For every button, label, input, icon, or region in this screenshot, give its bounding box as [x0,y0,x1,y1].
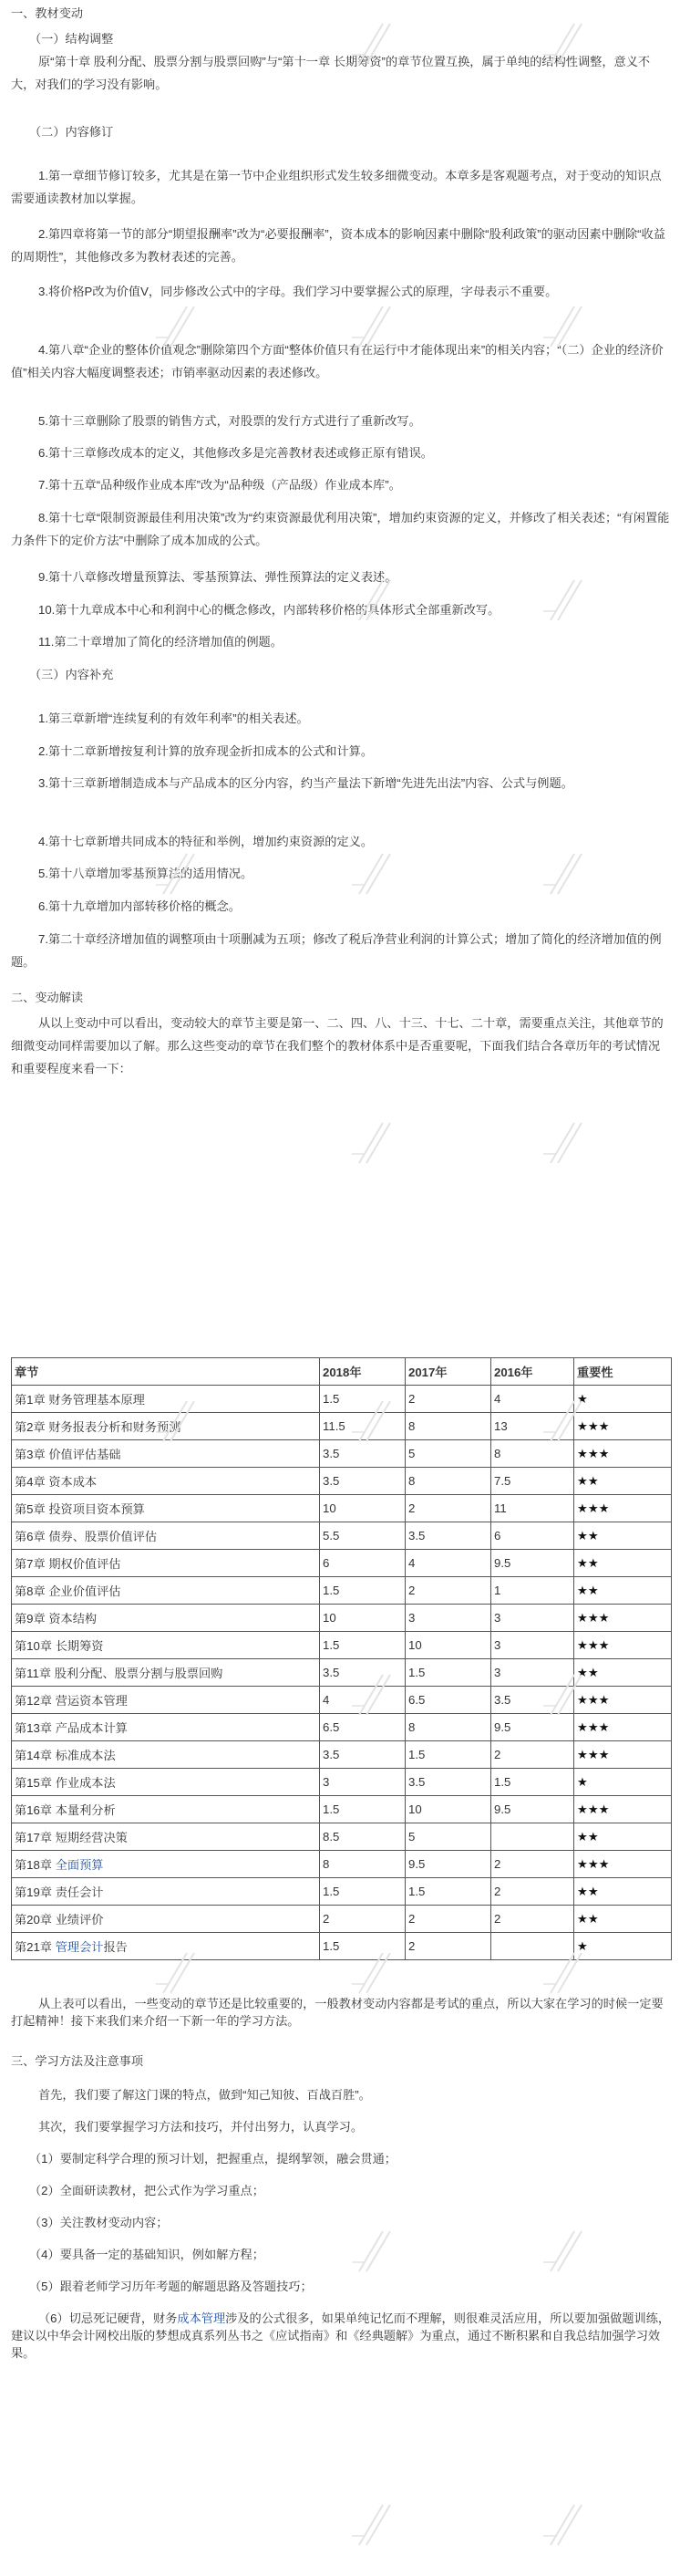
table-row [12,1386,672,1413]
cell-2016: 9.5 [491,1550,574,1577]
cell-importance: ★★★ [574,1741,672,1769]
cell-importance: ★ [574,1386,672,1413]
revision-item: 5.第十三章删除了股票的销售方式，对股票的发行方式进行了重新改写。 [38,414,421,428]
cell-2016: 7.5 [491,1468,574,1495]
supplement-item: 5.第十八章增加零基预算法的适用情况。 [38,867,253,880]
chapter-name: 第2章 财务报表分析和财务预测 [15,1420,181,1434]
supplement-item: 7.第二十章经济增加值的调整项由十项删减为五项；修改了税后净营业利润的计算公式；增加了简化的经济增加值的例题。 [11,932,662,969]
cell-2017: 1.5 [406,1741,491,1769]
cell-2018: 5.5 [320,1522,406,1550]
chapter-name: 第9章 资本结构 [15,1612,98,1626]
subsection-structure: （一）结构调整 [29,32,114,46]
cell-importance: ★★ [574,1468,672,1495]
supplement-item: 1.第三章新增“连续复利的有效年利率”的相关表述。 [38,712,309,725]
cell-chapter [12,1440,320,1468]
section-title-interpretation: 二、变动解读 [11,991,84,1004]
cell-2016: 2 [491,1741,574,1769]
cell-2017: 3.5 [406,1769,491,1796]
cell-2017: 3.5 [406,1522,491,1550]
header-2017: 2017年 [406,1358,491,1386]
cell-chapter [12,1550,320,1577]
cell-chapter [12,1659,320,1687]
table-row [12,1769,672,1796]
supplement-item: 3.第十三章新增制造成本与产品成本的区分内容，约当产量法下新增“先进先出法”内容、公式与例题。 [38,776,573,790]
slash-watermark-icon [538,1117,592,1169]
cell-2018: 1.5 [320,1933,406,1960]
method-item: （2）全面研读教材，把公式作为学习重点； [29,2184,264,2198]
chapter-name: 第17章 短期经营决策 [15,1831,128,1844]
supplement-item: 6.第十九章增加内部转移价格的概念。 [38,899,241,913]
cell-2018: 6 [320,1550,406,1577]
cell-2017: 4 [406,1550,491,1577]
cell-2018: 4 [320,1687,406,1714]
cost-management-link[interactable]: 成本管理 [177,2311,226,2326]
cell-chapter [12,1386,320,1413]
cell-importance: ★★ [574,1878,672,1906]
method-item: （5）跟着老师学习历年考题的解题思路及答题技巧； [29,2280,313,2294]
cell-chapter [12,1632,320,1659]
table-row [12,1906,672,1933]
revision-item: 10.第十九章成本中心和利润中心的概念修改，内部转移价格的具体形式全部重新改写。 [38,603,500,617]
cell-2018: 1.5 [320,1632,406,1659]
chapter-name: 第4章 资本成本 [15,1475,98,1489]
method-item-6 [11,2309,671,2361]
chapter-name: 第7章 期权价值评估 [15,1557,121,1571]
cell-2017: 2 [406,1386,491,1413]
cell-2018: 1.5 [320,1796,406,1823]
revision-item: 8.第十七章“限制资源最佳利用决策”改为“约束资源最优利用决策”，增加约束资源的定义，并修改了相关表述；“有闲置能力条件下的定价方法”中删除了成本加成的公式。 [11,511,670,547]
chapter-name: 第19章 责任会计 [15,1885,104,1899]
table-row [12,1550,672,1577]
cell-2017: 3 [406,1605,491,1632]
cell-2017: 9.5 [406,1851,491,1878]
chapter-name: 第15章 作业成本法 [15,1776,116,1790]
cell-2016: 3 [491,1632,574,1659]
header-2018: 2018年 [320,1358,406,1386]
cell-2017: 2 [406,1933,491,1960]
cell-importance: ★★★ [574,1796,672,1823]
paragraph-interpretation: 从以上变动中可以看出，变动较大的章节主要是第一、二、四、八、十三、十七、二十章，需要重点关注，其他章节的细微变动同样需要加以了解。那么这些变动的章节在我们整个的教材体系中是否重要呢，下面我们结合各章历年的考试情况和重要程度来看一下： [11,1016,664,1075]
cell-chapter [12,1796,320,1823]
table-row [12,1577,672,1605]
cell-chapter [12,1495,320,1522]
chapter-name: 第10章 长期筹资 [15,1639,104,1653]
paragraph-after-table: 从上表可以看出，一些变动的章节还是比较重要的，一般教材变动内容都是考试的重点，所以大家在学习的时候一定要打起精神！接下来我们来介绍一下新一年的学习方法。 [11,1997,664,2029]
cell-2018: 3.5 [320,1440,406,1468]
cell-2017: 5 [406,1440,491,1468]
cell-2017: 6.5 [406,1687,491,1714]
paragraph-method-second: 其次，我们要掌握学习方法和技巧，并付出努力，认真学习。 [38,2120,364,2135]
cell-2018: 3.5 [320,1741,406,1769]
cell-2017: 5 [406,1823,491,1851]
cell-importance: ★★★ [574,1687,672,1714]
revision-item: 2.第四章将第一节的部分“期望报酬率”改为“必要报酬率”，资本成本的影响因素中删除“股利政策”的驱动因素中删除“收益的周期性”，其他修改多为教材表述的完善。 [11,227,665,264]
cell-2016: 13 [491,1413,574,1440]
cell-2016 [491,1933,574,1960]
cell-2016: 3.5 [491,1687,574,1714]
cell-chapter [12,1823,320,1851]
cell-2018: 3 [320,1769,406,1796]
cell-2018: 8 [320,1851,406,1878]
header-chapter: 章节 [12,1358,320,1386]
chapter-name: 第3章 价值评估基础 [15,1448,121,1461]
table-row [12,1823,672,1851]
cell-2016: 3 [491,1659,574,1687]
cell-chapter [12,1413,320,1440]
cell-importance: ★★★ [574,1851,672,1878]
cell-importance: ★★★ [574,1605,672,1632]
exam-score-table [11,1357,672,1960]
cell-2016: 2 [491,1878,574,1906]
cell-2016: 3 [491,1605,574,1632]
cell-2016: 4 [491,1386,574,1413]
method-item: （1）要制定科学合理的预习计划，把握重点，提纲挈领，融会贯通； [29,2152,397,2166]
revision-item: 1.第一章细节修订较多，尤其是在第一节中企业组织形式发生较多细微变动。本章多是客观题考点，对于变动的知识点需要通读教材加以掌握。 [11,169,662,205]
slash-watermark-icon [346,1117,401,1169]
cell-2016 [491,1823,574,1851]
cell-chapter [12,1851,320,1878]
chapter-name: 第11章 股利分配、股票分割与股票回购 [15,1667,223,1680]
cell-2016: 2 [491,1851,574,1878]
cell-2017: 8 [406,1468,491,1495]
cell-importance: ★★★ [574,1413,672,1440]
cell-2018: 10 [320,1495,406,1522]
cell-chapter [12,1522,320,1550]
supplement-item: 2.第十二章新增按复利计算的放弃现金折扣成本的公式和计算。 [38,744,374,758]
cell-2018: 10 [320,1605,406,1632]
cell-2018: 3.5 [320,1659,406,1687]
chapter-link[interactable]: 全面预算 [55,1858,104,1872]
section-title-methods: 三、学习方法及注意事项 [11,2054,144,2069]
cell-2016: 6 [491,1522,574,1550]
cell-chapter [12,1741,320,1769]
chapter-name: 第18章 [15,1858,56,1872]
cell-2018: 1.5 [320,1878,406,1906]
cell-chapter [12,1906,320,1933]
table-row [12,1659,672,1687]
cell-2017: 1.5 [406,1659,491,1687]
cell-2018: 1.5 [320,1577,406,1605]
cell-chapter [12,1605,320,1632]
chapter-name: 第16章 本量利分析 [15,1803,116,1817]
chapter-name-tail: 报告 [103,1940,128,1954]
header-2016: 2016年 [491,1358,574,1386]
revision-item: 3.将价格P改为价值V，同步修改公式中的字母。我们学习中要掌握公式的原理，字母表示不重要。 [38,285,558,298]
revision-item: 6.第十三章修改成本的定义，其他修改多是完善教材表述或修正原有错误。 [38,446,433,460]
revision-item: 7.第十五章“品种级作业成本库”改为“品种级（产品级）作业成本库”。 [38,478,401,492]
method-6-text: （6）切忌死记硬背，财务 [38,2311,178,2326]
header-importance: 重要性 [574,1358,672,1386]
subsection-supplements: （三）内容补充 [29,668,114,681]
chapter-name: 第14章 标准成本法 [15,1749,116,1762]
chapter-name: 第5章 投资项目资本预算 [15,1502,145,1516]
chapter-name: 第13章 产品成本计算 [15,1721,128,1735]
cell-importance: ★★★ [574,1714,672,1741]
cell-2017: 8 [406,1413,491,1440]
table-row [12,1632,672,1659]
cell-chapter [12,1687,320,1714]
table-header-row [12,1358,672,1386]
cell-importance: ★★ [574,1577,672,1605]
cell-2017: 2 [406,1495,491,1522]
cell-importance: ★★ [574,1659,672,1687]
cell-chapter [12,1714,320,1741]
table-row [12,1741,672,1769]
supplement-item: 4.第十七章新增共同成本的特征和举例，增加约束资源的定义。 [38,835,374,848]
cell-importance: ★ [574,1769,672,1796]
slash-watermark-icon [538,2499,592,2550]
cell-chapter [12,1878,320,1906]
revision-item: 4.第八章“企业的整体价值观念”删除第四个方面“整体价值只有在运行中才能体现出来”的相关内容；“（二）企业的经济价值”相关内容大幅度调整表述；市销率驱动因素的表述修改。 [11,343,664,379]
chapter-name: 第21章 [15,1940,56,1954]
cell-2018: 1.5 [320,1386,406,1413]
table-row [12,1468,672,1495]
table-row [12,1851,672,1878]
cell-importance: ★★★ [574,1632,672,1659]
cell-importance: ★★★ [574,1440,672,1468]
cell-2016: 1 [491,1577,574,1605]
cell-2016: 9.5 [491,1796,574,1823]
cell-2016: 1.5 [491,1769,574,1796]
cell-importance: ★★ [574,1906,672,1933]
cell-importance: ★★ [574,1550,672,1577]
cell-2016: 8 [491,1440,574,1468]
chapter-name: 第8章 企业价值评估 [15,1584,121,1598]
chapter-name: 第1章 财务管理基本原理 [15,1393,145,1407]
cell-2017: 2 [406,1577,491,1605]
table-row [12,1878,672,1906]
method-item: （3）关注教材变动内容； [29,2216,169,2230]
cell-chapter [12,1577,320,1605]
paragraph-method-intro: 首先，我们要了解这门课的特点，做到“知己知彼、百战百胜”。 [38,2088,371,2103]
chapter-name: 第6章 债券、股票价值评估 [15,1530,158,1543]
table-row [12,1687,672,1714]
cell-importance: ★★★ [574,1495,672,1522]
table-row [12,1413,672,1440]
revision-item: 9.第十八章修改增量预算法、零基预算法、弹性预算法的定义表述。 [38,570,397,584]
cell-2016: 9.5 [491,1714,574,1741]
method-6-text-tail: 涉及的公式很多，如果单纯记忆而不理解，则很难灵活应用，所以要加强做题训练，建议以中华会计网校出版的梦想成真系列丛书之《应试指南》和《经典题解》为重点，通过不断积累和自我总结加强学习效果。 [11,2311,671,2361]
chapter-name: 第20章 业绩评价 [15,1913,104,1927]
cell-chapter [12,1769,320,1796]
cell-2018: 2 [320,1906,406,1933]
table-row [12,1605,672,1632]
cell-2016: 11 [491,1495,574,1522]
cell-2018: 8.5 [320,1823,406,1851]
table-row [12,1522,672,1550]
cell-2017: 2 [406,1906,491,1933]
table-row [12,1495,672,1522]
cell-importance: ★ [574,1933,672,1960]
table-row [12,1796,672,1823]
table-row [12,1714,672,1741]
method-item: （4）要具备一定的基础知识，例如解方程； [29,2248,264,2262]
table-row [12,1933,672,1960]
cell-2018: 6.5 [320,1714,406,1741]
cell-2016: 2 [491,1906,574,1933]
table-row [12,1440,672,1468]
chapter-link[interactable]: 管理会计 [55,1940,104,1954]
cell-2017: 8 [406,1714,491,1741]
cell-2017: 10 [406,1632,491,1659]
cell-chapter [12,1933,320,1960]
slash-watermark-icon [346,2499,401,2550]
cell-importance: ★★ [574,1823,672,1851]
paragraph-structure: 原“第十章 股利分配、股票分割与股票回购”与“第十一章 长期筹资”的章节位置互换，属于单纯的结构性调整，意义不大，对我们的学习没有影响。 [11,55,651,91]
cell-2017: 10 [406,1796,491,1823]
cell-2018: 11.5 [320,1413,406,1440]
cell-chapter [12,1468,320,1495]
cell-2017: 1.5 [406,1878,491,1906]
cell-2018: 3.5 [320,1468,406,1495]
revision-item: 11.第二十章增加了简化的经济增加值的例题。 [38,635,283,649]
chapter-name: 第12章 营运资本管理 [15,1694,128,1708]
section-title-changes: 一、教材变动 [11,6,84,20]
subsection-revisions: （二）内容修订 [29,125,114,139]
cell-importance: ★★ [574,1522,672,1550]
